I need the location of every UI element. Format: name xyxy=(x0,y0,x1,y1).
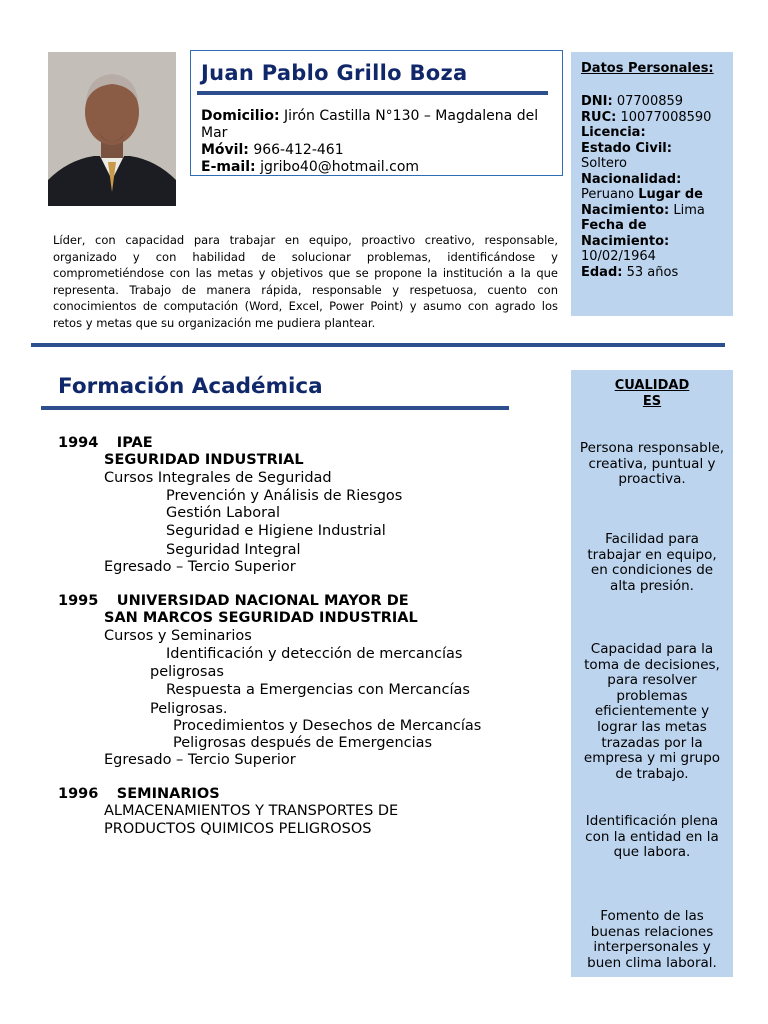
education-heading-underline xyxy=(41,406,509,410)
birthplace-value: Lima xyxy=(673,202,705,218)
address-line xyxy=(201,108,554,142)
dni-label: DNI: xyxy=(581,94,613,109)
entry-year: 1994 xyxy=(58,435,99,451)
entry-field: ALMACENAMIENTOS Y TRANSPORTES DE xyxy=(104,803,399,819)
entry-institution-cont xyxy=(104,610,418,628)
personal-data-panel xyxy=(571,52,733,316)
course-item: Seguridad Integral xyxy=(166,542,301,558)
entry-field-text: SEGURIDAD INDUSTRIAL xyxy=(104,452,304,468)
course-item: Seguridad e Higiene Industrial xyxy=(166,523,386,539)
age-line xyxy=(581,265,731,281)
nationality-line xyxy=(581,172,731,188)
entry-status: Egresado – Tercio Superior xyxy=(104,752,296,768)
quality-item: Persona responsable, creativa, puntual y proactiva. xyxy=(579,440,725,488)
birthplace-label: Lugar de Nacimiento: xyxy=(581,187,703,218)
course-item: Procedimientos y Desechos de Mercancías xyxy=(173,718,482,734)
phone-line xyxy=(201,142,554,159)
education-entry-1994 xyxy=(58,435,153,453)
entry-year: 1995 xyxy=(58,593,99,609)
qualities-title-line1: CUALIDAD xyxy=(614,378,690,393)
ruc-value: 10077008590 xyxy=(620,109,712,125)
qualities-panel xyxy=(571,370,733,977)
quality-item: Identificación plena con la entidad en la que labora. xyxy=(585,813,719,861)
civil-status-line xyxy=(581,141,731,157)
email-line xyxy=(201,159,554,176)
course-item: Respuesta a Emergencias con Mercancías xyxy=(166,682,470,698)
dni-line xyxy=(581,94,731,110)
ruc-line xyxy=(581,110,731,126)
candidate-name: Juan Pablo Grillo Boza xyxy=(201,61,468,85)
civil-status-label: Estado Civil: xyxy=(581,140,672,156)
course-item: Gestión Laboral xyxy=(166,505,281,521)
nationality-birthplace-line xyxy=(581,187,731,218)
name-underline xyxy=(197,91,548,95)
personal-data-title: Datos Personales: xyxy=(581,61,714,76)
header-card xyxy=(190,50,563,176)
birthdate-line xyxy=(581,218,731,249)
license-label: Licencia: xyxy=(581,125,646,140)
quality-item: Capacidad para la toma de decisiones, para resolver problemas eficientemente y lograr las metas trazadas por la empresa y mi grupo de trabajo. xyxy=(583,641,721,782)
phone-value: 966-412-461 xyxy=(253,142,344,158)
course-item: Identificación y detección de mercancías xyxy=(166,646,463,662)
birthdate-value: 10/02/1964 xyxy=(581,249,656,264)
ruc-label: RUC: xyxy=(581,109,617,125)
course-item-cont: peligrosas xyxy=(150,664,224,680)
education-heading: Formación Académica xyxy=(58,374,323,399)
nationality-value: Peruano xyxy=(581,187,635,202)
profile-summary: Líder, con capacidad para trabajar en equipo, proactivo creativo, responsable, organizado y con habilidad de solucionar problemas, identificándose y comprometiéndose con las metas y objetivos que se propone la institución a la que representa. Trabajo de manera rápida, responsable y respetuosa, cuento con conocimientos de computación (Word, Excel, Power Point) y asumo con agrado los retos y metas que su organización me pudiera plantear. xyxy=(53,233,558,330)
portrait-image xyxy=(48,52,176,206)
entry-institution-cont-text: SAN MARCOS SEGURIDAD INDUSTRIAL xyxy=(104,610,418,626)
qualities-title xyxy=(571,378,733,410)
entry-institution: UNIVERSIDAD NACIONAL MAYOR DE xyxy=(116,593,409,609)
personal-data-list xyxy=(581,94,731,280)
entry-subtitle: Cursos y Seminarios xyxy=(104,628,252,644)
phone-label: Móvil: xyxy=(201,142,249,158)
civil-status-value: Soltero xyxy=(581,156,627,171)
quality-item: Facilidad para trabajar en equipo, en condiciones de alta presión. xyxy=(587,531,717,594)
contact-info xyxy=(201,108,554,176)
education-entry-1995 xyxy=(58,593,409,611)
address-value: Jirón Castilla N°130 – Magdalena del Mar xyxy=(201,108,539,141)
birthdate-label: Fecha de Nacimiento: xyxy=(581,218,670,249)
age-value: 53 años xyxy=(626,264,679,280)
entry-field-cont: PRODUCTOS QUIMICOS PELIGROSOS xyxy=(104,821,372,837)
license-line xyxy=(581,125,731,141)
address-label: Domicilio: xyxy=(201,108,280,124)
nationality-label: Nacionalidad: xyxy=(581,171,682,187)
quality-item: Fomento de las buenas relaciones interpersonales y buen clima laboral. xyxy=(587,908,717,971)
course-item-cont: Peligrosas después de Emergencias xyxy=(173,735,433,751)
section-divider xyxy=(31,343,725,347)
email-value: jgribo40@hotmail.com xyxy=(260,159,420,175)
age-label: Edad: xyxy=(581,264,623,280)
entry-institution: SEMINARIOS xyxy=(116,786,220,802)
course-item-cont: Peligrosas. xyxy=(150,701,228,717)
entry-institution: IPAE xyxy=(116,435,153,451)
dni-value: 07700859 xyxy=(616,94,684,109)
entry-field xyxy=(104,452,304,470)
entry-subtitle: Cursos Integrales de Seguridad xyxy=(104,470,332,486)
profile-photo xyxy=(48,52,176,206)
email-label: E-mail: xyxy=(201,159,256,175)
entry-year: 1996 xyxy=(58,786,99,802)
course-item: Prevención y Análisis de Riesgos xyxy=(166,488,403,504)
entry-status: Egresado – Tercio Superior xyxy=(104,559,296,575)
education-entry-1996 xyxy=(58,786,220,804)
qualities-title-line2: ES xyxy=(642,394,662,409)
